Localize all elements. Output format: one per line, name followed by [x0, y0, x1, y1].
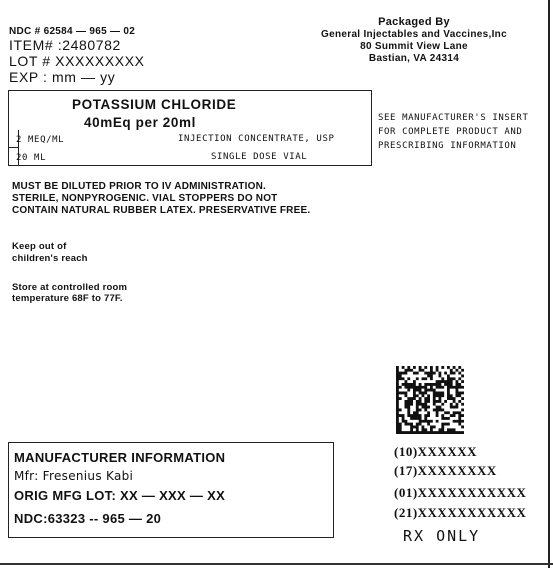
- packager-heading: Packaged By: [378, 16, 450, 28]
- gs1-lot: (10)XXXXXX: [394, 444, 477, 459]
- insert-note-line3: PRESCRIBING INFORMATION: [378, 141, 517, 151]
- vial-type: SINGLE DOSE VIAL: [211, 152, 308, 162]
- packager-address-line1: 80 Summit View Lane: [360, 41, 468, 52]
- manufacturer-name: Mfr: Fresenius Kabi: [14, 469, 134, 483]
- lot-number: LOT # XXXXXXXXX: [9, 53, 145, 69]
- manufacturer-ndc: NDC:63323 -- 965 — 20: [14, 511, 162, 526]
- item-number: ITEM# :2480782: [9, 37, 121, 53]
- storage-line1: Store at controlled room: [12, 282, 128, 293]
- product-name: POTASSIUM CHLORIDE: [72, 97, 237, 112]
- insert-note-line2: FOR COMPLETE PRODUCT AND: [378, 127, 523, 137]
- packager-address-line2: Bastian, VA 24314: [368, 53, 460, 64]
- insert-note-line1: SEE MANUFACTURER'S INSERT: [378, 113, 529, 123]
- storage-line2: temperature 68F to 77F.: [12, 293, 123, 304]
- warning-line2: STERILE, NONPYROGENIC. VIAL STOPPERS DO NOT: [12, 193, 278, 204]
- product-concentration: 2 MEQ/ML: [16, 135, 65, 145]
- rx-only: RX ONLY: [403, 527, 481, 545]
- expiration-date: EXP : mm — yy: [9, 69, 116, 85]
- 2d-datamatrix-barcode-icon: [395, 366, 465, 434]
- gs1-gtin: (01)XXXXXXXXXXX: [394, 485, 527, 500]
- children-line1: Keep out of: [12, 241, 67, 252]
- gs1-expiry: (17)XXXXXXXX: [394, 463, 497, 478]
- warning-line3: CONTAIN NATURAL RUBBER LATEX. PRESERVATIVE FREE.: [12, 205, 311, 216]
- packager-name: General Injectables and Vaccines,Inc: [321, 29, 507, 40]
- original-mfg-lot: ORIG MFG LOT: XX — XXX — XX: [14, 488, 226, 503]
- manufacturer-heading: MANUFACTURER INFORMATION: [14, 450, 226, 465]
- product-form: INJECTION CONCENTRATE, USP: [178, 134, 335, 144]
- product-volume: 20 ML: [16, 153, 47, 163]
- label-edge-bottom: [0, 563, 553, 565]
- warning-line1: MUST BE DILUTED PRIOR TO IV ADMINISTRATION.: [12, 181, 266, 192]
- children-line2: children's reach: [12, 253, 88, 264]
- gs1-serial: (21)XXXXXXXXXXX: [394, 505, 527, 520]
- ndc-number: NDC # 62584 — 965 — 02: [9, 26, 136, 37]
- label-edge-right: [548, 0, 550, 568]
- product-box-tick: [8, 147, 19, 148]
- product-strength: 40mEq per 20ml: [84, 115, 196, 130]
